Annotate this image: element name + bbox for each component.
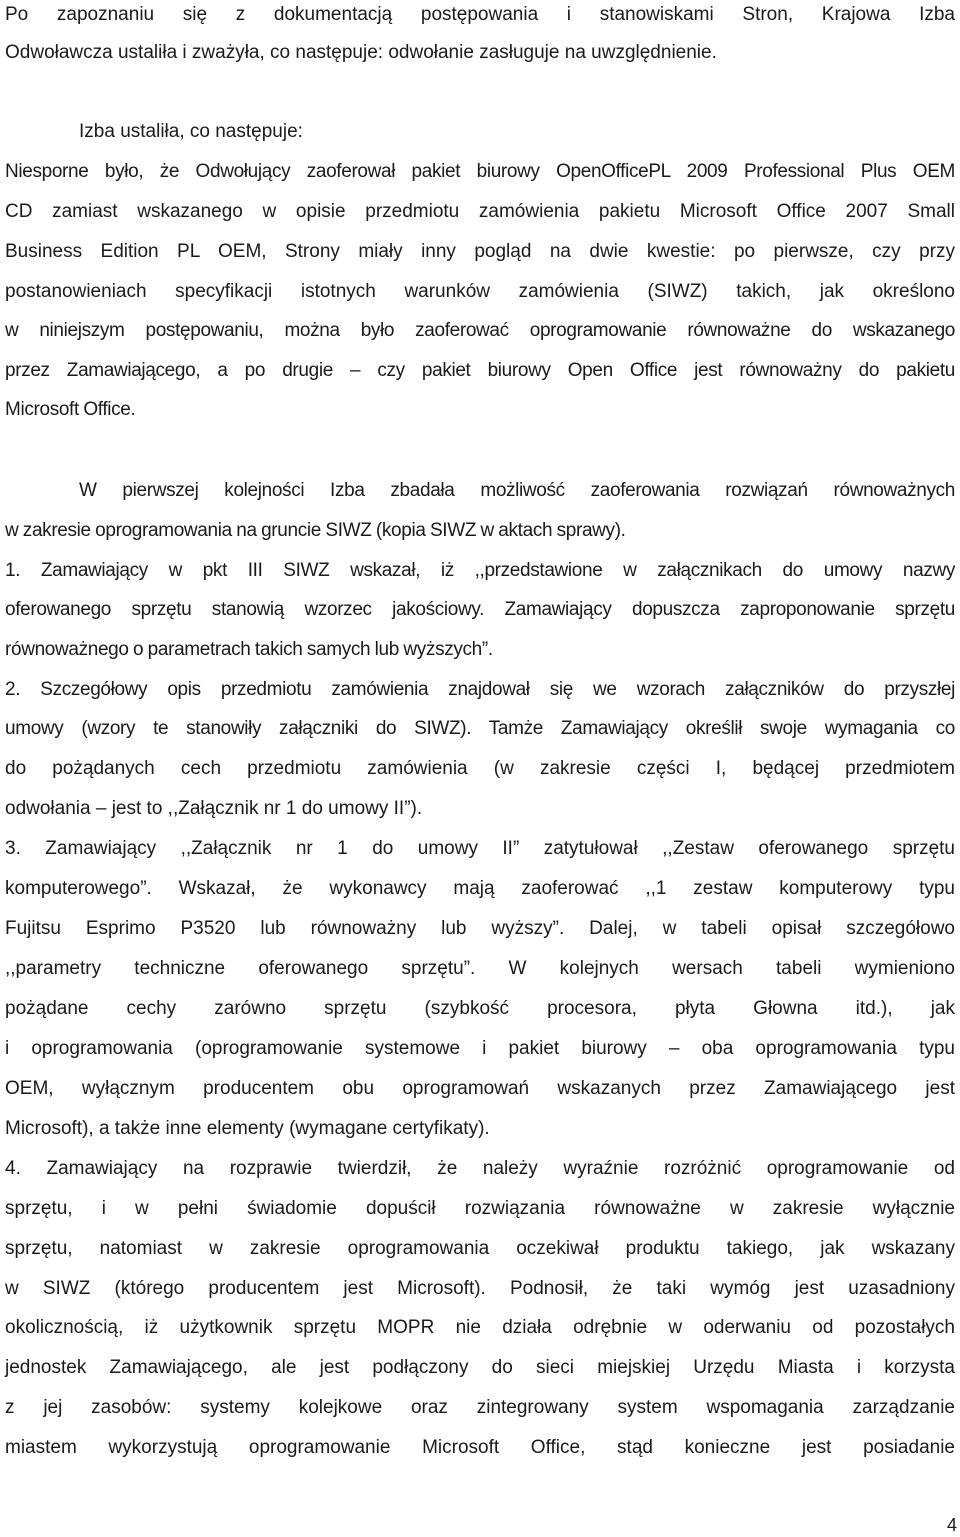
text-line: CD zamiast wskazanego w opisie przedmiotu zamówienia pakietu Microsoft Office 2007 Small [5,201,955,222]
text-line: Business Edition PL OEM, Strony miały inny pogląd na dwie kwestie: po pierwsze, czy przy [5,241,955,262]
text-line: ,,parametry techniczne oferowanego sprzętu”. W kolejnych wersach tabeli wymieniono [5,958,955,979]
text-line: równoważnego o parametrach takich samych lub wyższych”. [5,639,493,660]
text-line: Microsoft), a także inne elementy (wymagane certyfikaty). [5,1118,490,1139]
text-line: Niesporne było, że Odwołujący zaoferował pakiet biurowy OpenOfficePL 2009 Professional Plus OEM [5,161,955,182]
list-item-2: 2. Szczegółowy opis przedmiotu zamówienia znajdował się we wzorach załączników do przyszłej [5,679,955,700]
text-line: komputerowego”. Wskazał, że wykonawcy mają zaoferować ,,1 zestaw komputerowy typu [5,878,955,899]
list-item-3: 3. Zamawiający ,,Załącznik nr 1 do umowy II” zatytułował ,,Zestaw oferowanego sprzętu [5,838,955,859]
text-line: postanowieniach specyfikacji istotnych warunków zamówienia (SIWZ) takich, jak określono [5,281,955,302]
text-line: z jej zasobów: systemy kolejkowe oraz zintegrowany system wspomagania zarządzanie [5,1397,955,1418]
text-line: w niniejszym postępowaniu, można było zaoferować oprogramowanie równoważne do wskazanego [5,320,955,341]
list-item-4: 4. Zamawiający na rozprawie twierdził, że należy wyraźnie rozróżnić oprogramowanie od [5,1158,955,1179]
text-line: jednostek Zamawiającego, ale jest podłączony do sieci miejskiej Urzędu Miasta i korzysta [5,1357,955,1378]
text-line: w zakresie oprogramowania na gruncie SIWZ (kopia SIWZ w aktach sprawy). [5,520,626,541]
text-line: Po zapoznaniu się z dokumentacją postępowania i stanowiskami Stron, Krajowa Izba [5,4,955,25]
text-line: Fujitsu Esprimo P3520 lub równoważny lub wyższy”. Dalej, w tabeli opisał szczegółowo [5,918,955,939]
text-line: miastem wykorzystują oprogramowanie Microsoft Office, stąd konieczne jest posiadanie [5,1437,955,1458]
text-line: oferowanego sprzętu stanowią wzorzec jakościowy. Zamawiający dopuszcza zaproponowanie sprzętu [5,599,955,620]
text-line: OEM, wyłącznym producentem obu oprogramowań wskazanych przez Zamawiającego jest [5,1078,955,1099]
text-line: w SIWZ (którego producentem jest Microsoft). Podnosił, że taki wymóg jest uzasadniony [5,1278,955,1299]
page-number: 4 [946,1515,957,1535]
section-heading: Izba ustaliła, co następuje: [79,121,303,142]
text-line: okolicznością, iż użytkownik sprzętu MOPR nie działa odrębnie w oderwaniu od pozostałych [5,1317,955,1338]
text-line: pożądane cechy zarówno sprzętu (szybkość procesora, płyta Głowna itd.), jak [5,998,955,1019]
text-line: sprzętu, natomiast w zakresie oprogramowania oczekiwał produktu takiego, jak wskazany [5,1238,955,1259]
document-page [5,0,955,1537]
text-line: i oprogramowania (oprogramowanie systemowe i pakiet biurowy – oba oprogramowania typu [5,1038,955,1059]
text-line: przez Zamawiającego, a po drugie – czy pakiet biurowy Open Office jest równoważny do pakietu [5,360,955,381]
text-line: umowy (wzory te stanowiły załączniki do SIWZ). Tamże Zamawiający określił swoje wymagania co [5,718,955,739]
text-line: do pożądanych cech przedmiotu zamówienia (w zakresie części I, będącej przedmiotem [5,758,955,779]
list-item-1: 1. Zamawiający w pkt III SIWZ wskazał, iż ,,przedstawione w załącznikach do umowy nazwy [5,560,955,581]
text-line: odwołania – jest to ,,Załącznik nr 1 do umowy II”). [5,798,423,819]
text-line: W pierwszej kolejności Izba zbadała możliwość zaoferowania rozwiązań równoważnych [79,480,955,501]
text-line: sprzętu, i w pełni świadomie dopuścił rozwiązania równoważne w zakresie wyłącznie [5,1198,955,1219]
text-line: Microsoft Office. [5,399,136,420]
text-line: Odwoławcza ustaliła i zważyła, co następuje: odwołanie zasługuje na uwzględnienie. [5,42,717,63]
